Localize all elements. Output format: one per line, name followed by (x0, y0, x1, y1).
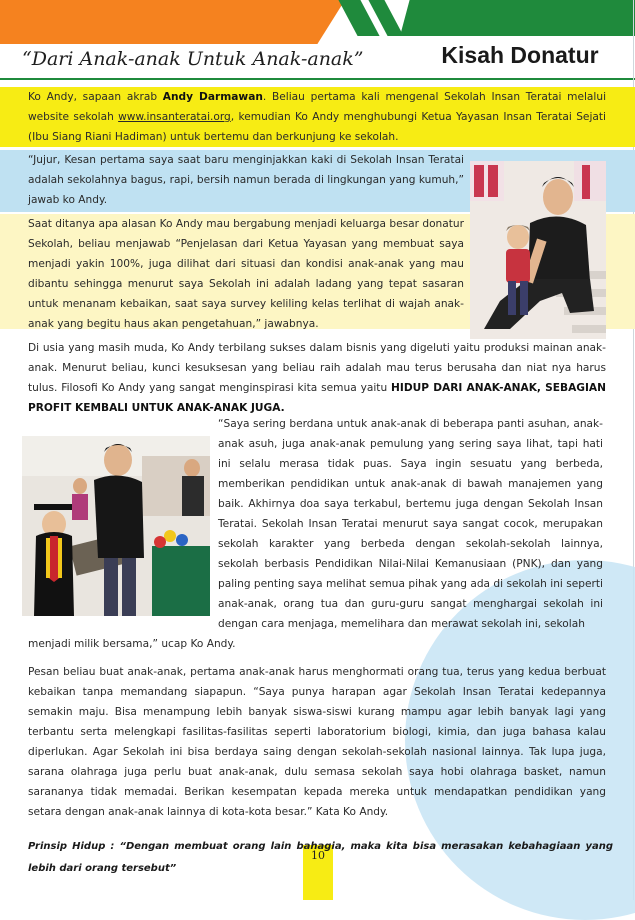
intro-paragraph (28, 87, 606, 147)
donation-motivation-quote: “Saya sering berdana untuk anak-anak di beberapa panti asuhan, anak-anak asuh, juga anak-anak pemulung yang sering saya lihat, tapi hati ini selalu merasa tidak puas. Saya ingin sesuatu yang berbeda, memberikan pendidikan untuk anak-anak di bawah manajemen yang baik. Akhirnya doa saya terkabul, bertemu juga dengan Sekolah Insan Teratai. Sekolah Insan Teratai menurut saya sangat cocok, merupakan sekolah karakter yang berbeda dengan sekolah-sekolah lainnya, sekolah berbasis Pendidikan Nilai-Nilai Kemanusiaan (PNK), dan yang paling penting saya melihat semua pihak yang ada di sekolah ini seperti anak-anak, orang tua dan guru-guru sangat menghargai sekolah ini dengan cara menjaga, memelihara dan merawat sekolah ini, sekolah (218, 418, 603, 630)
intro-text: Ko Andy, sapaan akrab (28, 91, 163, 103)
reason-paragraph: Saat ditanya apa alasan Ko Andy mau bergabung menjadi keluarga besar donatur Sekolah, beliau menjawab “Penjelasan dari Ketua Yayasan yang membuat saya menjadi yakin 100%, juga dilihat dari situasi dan kondisi anak-anak yang mau dibantu sehingga menurut saya Sekolah ini adalah ladang yang tepat sasaran untuk menanam kebaikan, saat saya survey keliling kelas terlihat di wajah anak-anak yang begitu haus akan pengetahuan,” jawabnya. (28, 218, 464, 330)
page-title: Kisah Donatur (441, 42, 599, 68)
message-paragraph: Pesan beliau buat anak-anak, pertama anak-anak harus menghormati orang tua, terus yang kedua berbuat kebaikan tanpa memandang siapapun. “Saya punya harapan agar Sekolah Insan Teratai kedepannya semakin maju. Bisa menampung lebih banyak siswa-siswi kurang mampu agar lebih banyak lagi yang terbantu serta melengkapi fasilitas-fasilitas seperti laboratorium biologi, kimia, dan juga bahasa kalau diperlukan. Agar Sekolah ini bisa berdaya saing dengan sekolah-sekolah nasional lainnya. Tak lupa juga, sarana olahraga juga perlu buat anak-anak, dulu semasa sekolah saya hobi olahraga basket, namun sarananya tidak memadai. Berikan kesempatan kepada mereka untuk mendapatkan pendidikan yang setara dengan anak-anak lainnya di kota-kota besar.” Kata Ko Andy. (28, 666, 606, 818)
donor-name: Andy Darmawan (162, 91, 263, 103)
donor-with-child-photo (470, 161, 606, 339)
first-impression-quote: “Jujur, Kesan pertama saya saat baru menginjakkan kaki di Sekolah Insan Teratai adalah sekolahnya bagus, rapi, bersih namun berada di lingkungan yang kumuh,” jawab ko Andy. (28, 154, 464, 206)
header-rule (0, 78, 635, 80)
philosophy-emphasis: HIDUP DARI ANAK-ANAK, SEBAGIAN PROFIT KEMBALI UNTUK ANAK-ANAK JUGA. (28, 382, 607, 414)
header-green-banner (400, 0, 635, 36)
bio-text: Di usia yang masih muda, Ko Andy terbilang sukses dalam bisnis yang digeluti yaitu produksi mainan anak-anak. Menurut beliau, kunci kesuksesan yang beliau raih adalah mau terus berusaha dan niat nya harus tulus. Filosofi Ko Andy yang sangat menginspirasi kita semua yaitu (28, 342, 606, 394)
website-link[interactable]: www.insanteratai.org (118, 111, 231, 123)
donation-motivation-quote-end: menjadi milik bersama,” ucap Ko Andy. (28, 638, 236, 650)
intro-text: . Beliau pertama kali mengenal Sekolah Insan Teratai melalui website sekolah (28, 91, 607, 123)
motto-heading: “Dari Anak-anak Untuk Anak-anak” (22, 48, 364, 70)
intro-text: , kemudian Ko Andy menghubungi Ketua Yayasan Insan Teratai Sejati (Ibu Siang Riani Hadiman) untuk bertemu dan berkunjung ke sekolah. (28, 111, 606, 143)
bio-paragraph (28, 338, 606, 418)
donor-at-graduation-photo (22, 436, 210, 616)
header-orange-banner (0, 0, 345, 44)
page-number: 10 (311, 849, 325, 862)
life-principle: Prinsip Hidup : “Dengan membuat orang lain bahagia, maka kita bisa merasakan kebahagiaan yang lebih dari orang tersebut” (28, 841, 613, 874)
